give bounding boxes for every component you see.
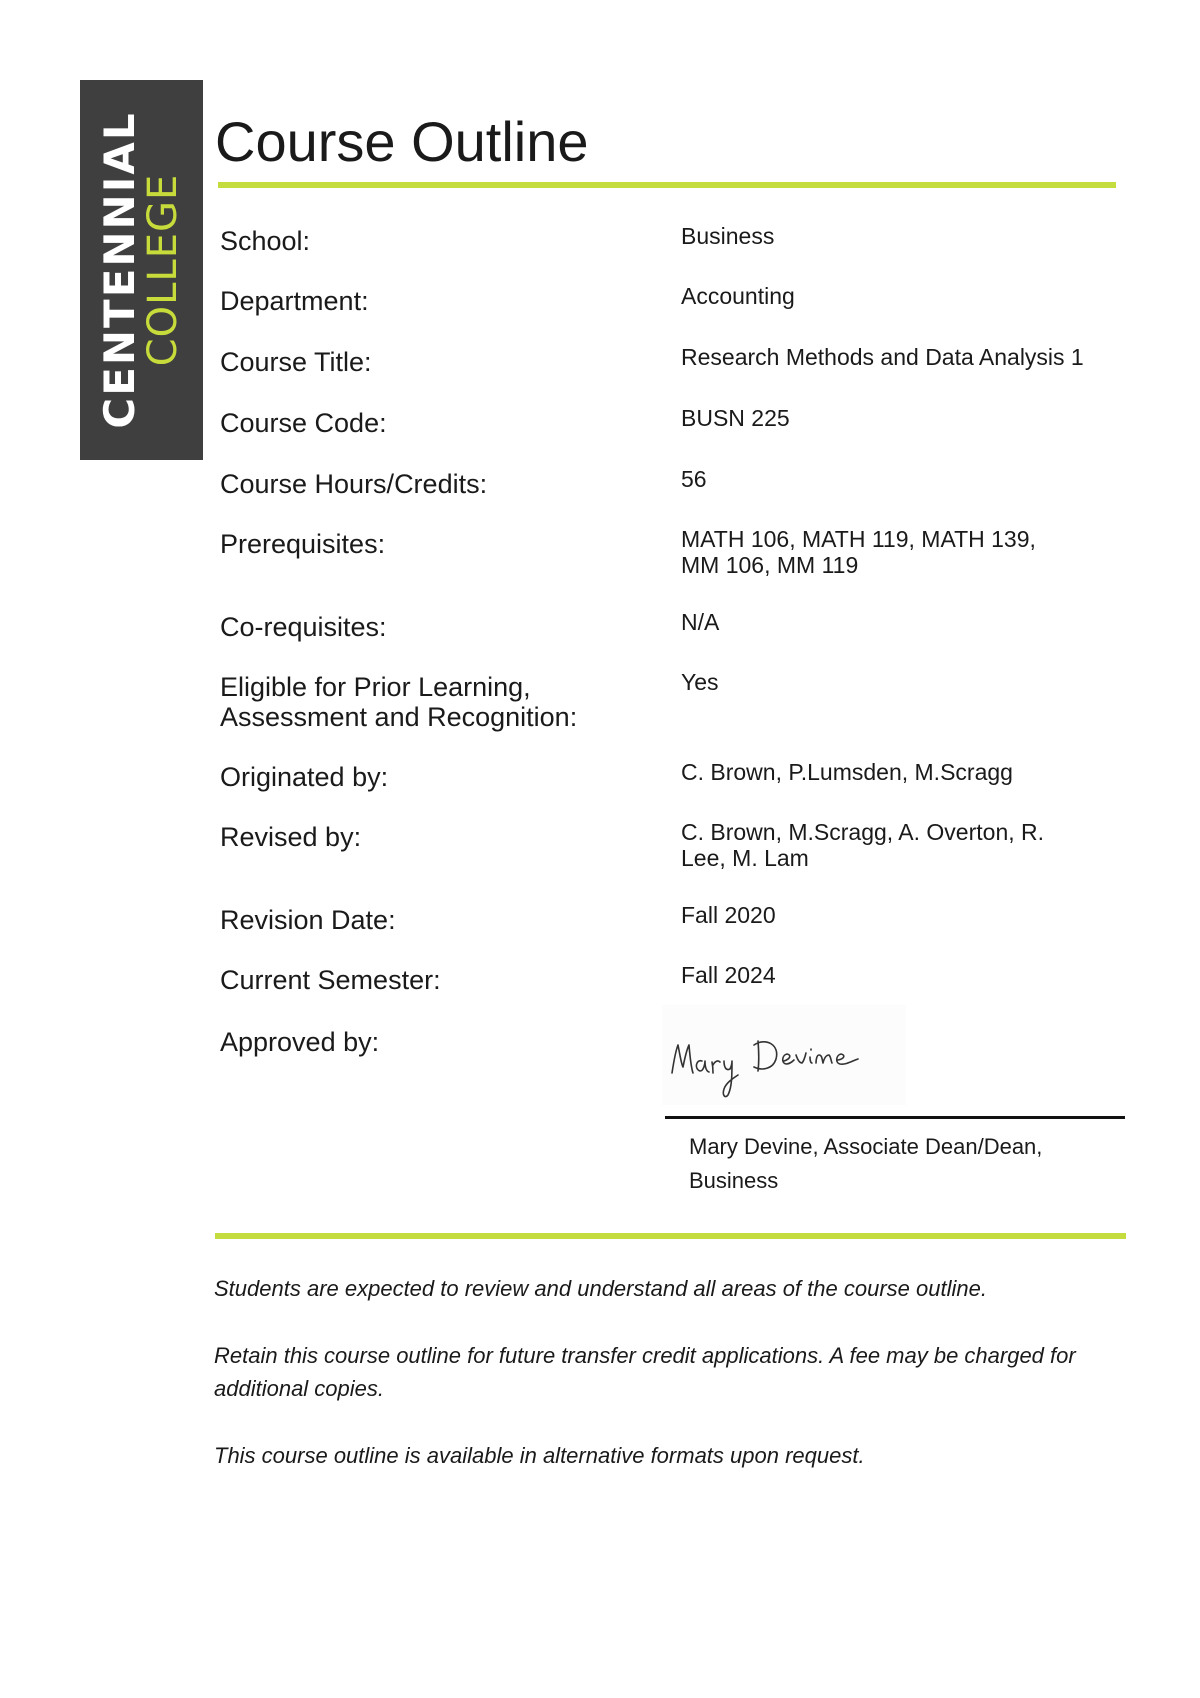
logo-line-college: COLLEGE	[140, 173, 186, 367]
field-value: Accounting	[681, 283, 795, 309]
field-label: Course Title:	[220, 347, 372, 377]
field-value: Fall 2020	[681, 902, 776, 928]
approver-school: Business	[689, 1168, 779, 1193]
page-title: Course Outline	[215, 110, 589, 173]
field-label: Prerequisites:	[220, 529, 386, 559]
note-retain: Retain this course outline for future transfer credit applications. A fee may be charged for additional copies.	[214, 1343, 1076, 1401]
note-review: Students are expected to review and understand all areas of the course outline.	[214, 1276, 987, 1301]
field-value: C. Brown, P.Lumsden, M.Scragg	[681, 759, 1013, 785]
footer-divider	[215, 1233, 1126, 1239]
field-label: Course Code:	[220, 408, 387, 438]
field-label: Revision Date:	[220, 905, 396, 935]
approver-caption	[689, 1130, 1109, 1198]
field-value: Fall 2024	[681, 962, 776, 988]
signature-line	[665, 1116, 1125, 1119]
field-value: N/A	[681, 609, 720, 635]
field-label: Department:	[220, 286, 369, 316]
logo-wordmark	[95, 111, 186, 429]
field-label: School:	[220, 226, 311, 256]
field-label: Eligible for Prior Learning, Assessment and Recognition:	[220, 672, 578, 732]
college-logo	[80, 80, 203, 460]
field-value: C. Brown, M.Scragg, A. Overton, R. Lee, M. Lam	[681, 819, 1045, 871]
logo-line-centennial: CENTENNIAL	[95, 111, 144, 429]
field-label: Current Semester:	[220, 965, 441, 995]
title-divider	[218, 182, 1116, 188]
field-label: Co-requisites:	[220, 612, 387, 642]
signature-drawing	[662, 1005, 906, 1105]
field-label: Approved by:	[220, 1027, 380, 1057]
note-alternative-formats: This course outline is available in alternative formats upon request.	[214, 1443, 865, 1468]
field-value: BUSN 225	[681, 405, 790, 431]
field-value: MATH 106, MATH 119, MATH 139, MM 106, MM 119	[681, 526, 1036, 578]
signature-image	[662, 1005, 906, 1105]
field-value: Business	[681, 223, 775, 249]
approver-name-title: Mary Devine, Associate Dean/Dean,	[689, 1134, 1043, 1159]
field-value: Yes	[681, 669, 719, 695]
field-label: Revised by:	[220, 822, 362, 852]
field-value: Research Methods and Data Analysis 1	[681, 344, 1084, 370]
field-value: 56	[681, 466, 707, 492]
field-label: Originated by:	[220, 762, 389, 792]
field-label: Course Hours/Credits:	[220, 469, 488, 499]
